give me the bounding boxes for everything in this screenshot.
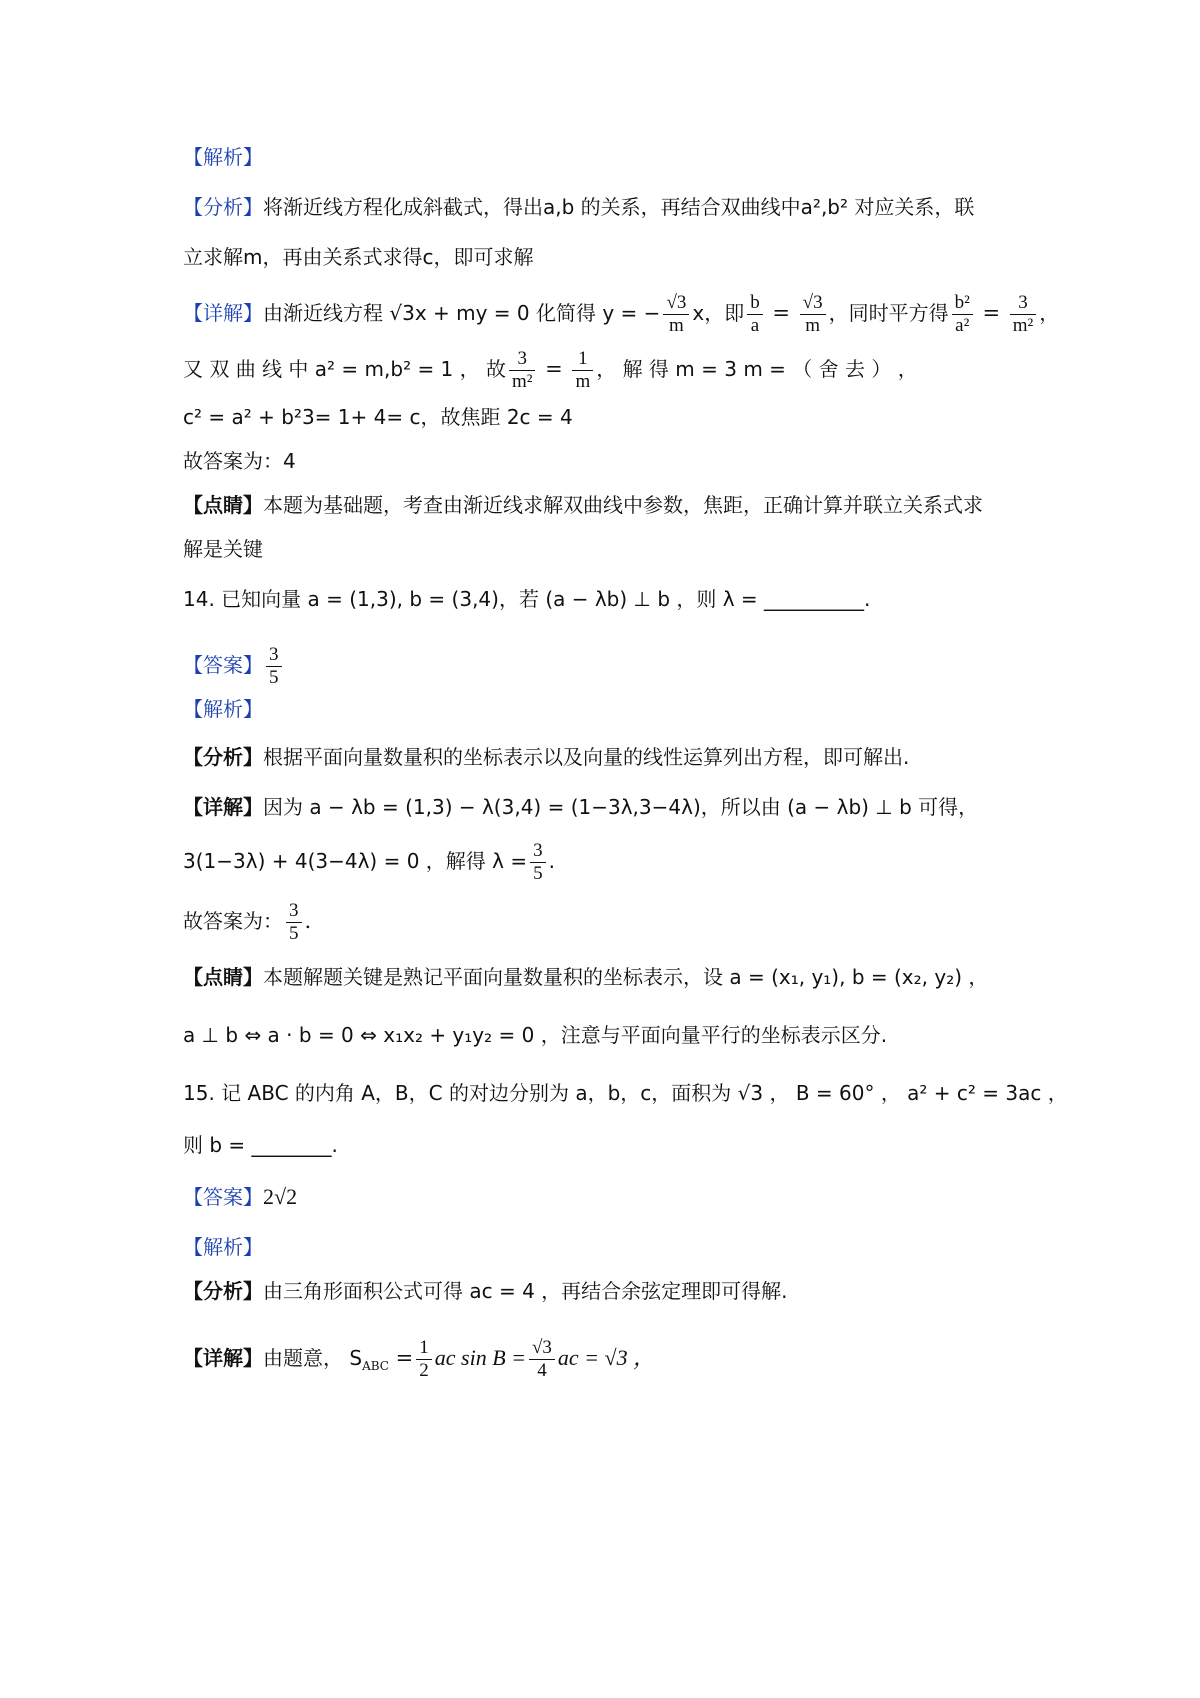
question-15-text-2: 则 b = ________. bbox=[183, 1133, 338, 1157]
q14-answer-fraction: $\frac{3}{5}$ bbox=[266, 644, 282, 689]
q15-detail-text-a: 由题意， S bbox=[263, 1346, 363, 1370]
q14-comment-2 bbox=[183, 1020, 1023, 1050]
detail-text-1d: ， bbox=[1039, 301, 1060, 325]
q14-comment-text-2: a ⊥ b ⇔ a · b = 0 ⇔ x₁x₂ + y₁y₂ = 0 ，注意与平面向量平行的坐标表示区分. bbox=[183, 1023, 888, 1047]
q15-analysis-heading bbox=[183, 1232, 1023, 1262]
tag-answer-15: 【答案】 bbox=[183, 1185, 263, 1209]
q14-answer-line bbox=[183, 640, 1023, 690]
q14-fenxi-text: 根据平面向量数量积的坐标表示以及向量的线性运算列出方程，即可解出. bbox=[263, 745, 910, 769]
tag-fenxi-14: 【分析】 bbox=[183, 745, 263, 769]
q14-final-answer-label: 故答案为： bbox=[183, 909, 283, 933]
comment-text-2: 解是关键 bbox=[183, 537, 263, 561]
comment-line-2 bbox=[183, 534, 1023, 564]
q14-comment-text-1: 本题解题关键是熟记平面向量数量积的坐标表示，设 a = (x₁, y₁), b = (x₂, y₂) ， bbox=[263, 965, 989, 989]
q14-detail-1 bbox=[183, 792, 1023, 822]
tag-detail: 【详解】 bbox=[183, 301, 263, 325]
q15-detail bbox=[183, 1330, 1023, 1394]
detail-text-1b: x，即 bbox=[692, 301, 745, 325]
q14-detail-text-1: 因为 a − λb = (1,3) − λ(3,4) = (1−3λ,3−4λ)，所以由 (a − λb) ⊥ b 可得， bbox=[263, 795, 979, 819]
tag-analysis-15: 【解析】 bbox=[183, 1235, 263, 1259]
q14-comment-1 bbox=[183, 962, 1023, 992]
fraction-3-over-m2: $\frac{3}{\text{m²}}$ bbox=[1010, 292, 1036, 337]
analysis-heading bbox=[183, 142, 1023, 172]
question-14-text: 14. 已知向量 a = (1,3), b = (3,4)，若 (a − λb) ⊥ b ，则 λ = __________. bbox=[183, 587, 871, 611]
q15-answer-value: 2√2 bbox=[263, 1184, 298, 1209]
detail-text-1a: 由渐近线方程 √3x + my = 0 化简得 y = − bbox=[263, 301, 661, 325]
comment-line-1 bbox=[183, 490, 1023, 520]
q14-final-answer: 故答案为： $\frac{3}{5}$ . bbox=[183, 900, 312, 944]
fraction-b2-over-a2: $\frac{\text{b²}}{\text{a²}}$ bbox=[952, 292, 973, 337]
q14-analysis-heading bbox=[183, 694, 1023, 724]
q14-fenxi bbox=[183, 742, 1023, 772]
fraction-1-over-m: $\frac{1}{m}$ bbox=[572, 348, 593, 393]
tag-answer-14: 【答案】 bbox=[183, 653, 263, 677]
q15-detail-equals: = bbox=[395, 1346, 414, 1370]
fenxi-text-2: 立求解m，再由关系式求得c，即可求解 bbox=[183, 245, 534, 269]
detail-text-3: c² = a² + b²3= 1+ 4= c，故焦距 2c = 4 bbox=[183, 405, 573, 429]
tag-fenxi-15: 【分析】 bbox=[183, 1279, 263, 1303]
question-14 bbox=[183, 584, 1023, 614]
q14-detail-text-2b: . bbox=[548, 849, 555, 873]
q15-fenxi-text: 由三角形面积公式可得 ac = 4 ，再结合余弦定理即可得解. bbox=[263, 1279, 788, 1303]
tag-analysis: 【解析】 bbox=[183, 145, 263, 169]
fraction-3-over-m2-b: $\frac{3}{\text{m²}}$ bbox=[509, 348, 535, 393]
question-15-text-1: 15. 记 ABC 的内角 A，B，C 的对边分别为 a，b，c，面积为 √3 ， B = 60° ， a² + c² = 3ac ， bbox=[183, 1081, 1068, 1105]
q15-detail-text-d: ac = √3 ， bbox=[557, 1345, 656, 1370]
fraction-b-over-a: $\frac{b}{a}$ bbox=[747, 292, 763, 337]
comment-text-1: 本题为基础题，考查由渐近线求解双曲线中参数，焦距，正确计算并联立关系式求 bbox=[263, 493, 983, 517]
q15-half-fraction: $\frac{1}{2}$ bbox=[416, 1337, 432, 1382]
q15-answer-line bbox=[183, 1182, 1023, 1212]
answer-text: 故答案为：4 bbox=[183, 449, 296, 473]
detail-text-2a: 又 双 曲 线 中 a² = m,b² = 1 ， 故 bbox=[183, 357, 506, 381]
fenxi-line-1 bbox=[183, 192, 1023, 222]
fraction-sqrt3-over-m-2: $\frac{√3}{m}$ bbox=[800, 292, 826, 337]
question-15-line-2 bbox=[183, 1130, 1023, 1160]
tag-detail-14: 【详解】 bbox=[183, 795, 263, 819]
fenxi-text-1: 将渐近线方程化成斜截式，得出a,b 的关系，再结合双曲线中a²,b² 对应关系，联 bbox=[263, 195, 975, 219]
detail-line-2: 又 双 曲 线 中 a² = m,b² = 1 ， 故 $\frac{3}{\text{m²}}$ = $\frac{1}{m}$ ， 解 得 m = 3 m = （ 舍 去 ） ， bbox=[183, 348, 918, 392]
q14-detail-2 bbox=[183, 836, 1023, 886]
q14-final-fraction: $\frac{3}{5}$ bbox=[286, 900, 302, 945]
tag-fenxi: 【分析】 bbox=[183, 195, 263, 219]
q14-lambda-fraction: $\frac{3}{5}$ bbox=[530, 840, 546, 885]
q15-detail-subscript: ABC bbox=[362, 1359, 389, 1374]
answer-line bbox=[183, 446, 1023, 476]
fenxi-line-2 bbox=[183, 242, 1023, 272]
tag-detail-15: 【详解】 bbox=[183, 1346, 263, 1370]
q15-detail-text-c: ac sin B = bbox=[434, 1345, 526, 1370]
tag-comment-14: 【点睛】 bbox=[183, 965, 263, 989]
tag-analysis-14: 【解析】 bbox=[183, 697, 263, 721]
detail-text-2b: ， 解 得 m = 3 m = （ 舍 去 ） ， bbox=[596, 357, 918, 381]
tag-comment: 【点睛】 bbox=[183, 493, 263, 517]
detail-line-1: 【详解】由渐近线方程 √3x + my = 0 化简得 y = − $\frac{√3}{m}$ x，即 $\frac{b}{a}$ = $\frac{√3}{m}$ ，同时平方得 $\frac{\text{b²}}{\text{a²}}$ = $\frac{3}{\text{m²}}$ ， bbox=[183, 292, 1060, 336]
fraction-sqrt3-over-m: $\frac{√3}{m}$ bbox=[663, 292, 689, 337]
q15-sqrt3-over-4: $\frac{√3}{4}$ bbox=[529, 1337, 555, 1382]
detail-text-1c: ，同时平方得 bbox=[828, 301, 949, 325]
q15-fenxi bbox=[183, 1276, 1023, 1306]
q14-detail-text-2a: 3(1−3λ) + 4(3−4λ) = 0 ，解得 λ = bbox=[183, 849, 528, 873]
question-15-line-1 bbox=[183, 1078, 1068, 1108]
detail-line-3 bbox=[183, 402, 1023, 432]
